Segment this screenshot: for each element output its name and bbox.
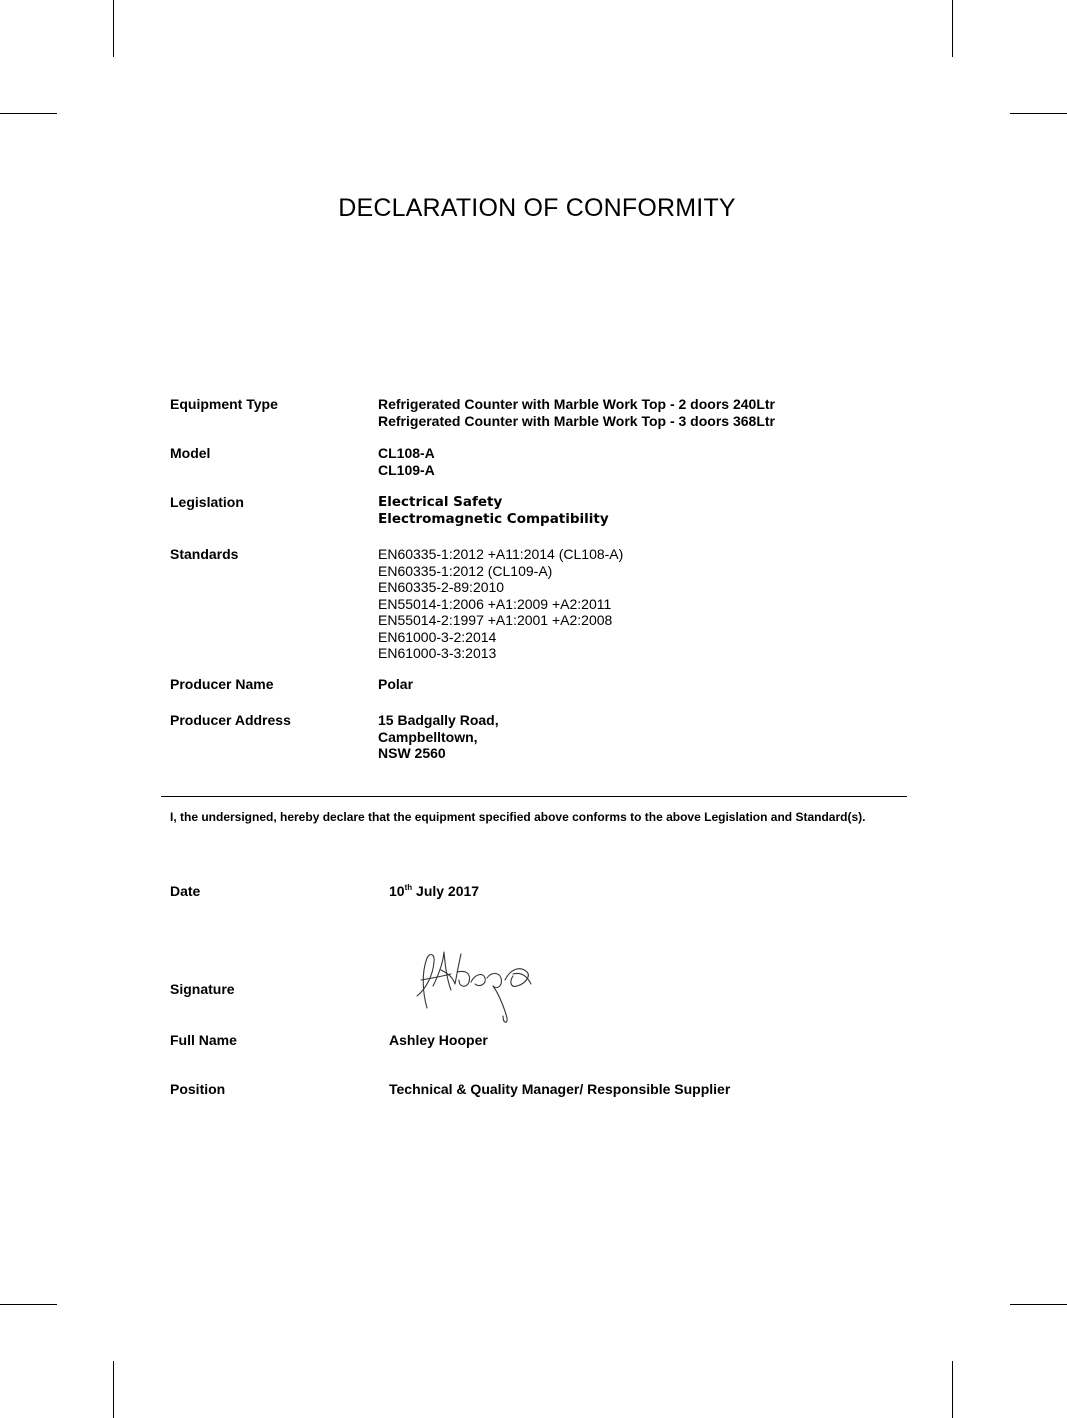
address-line: Campbelltown, [378, 728, 478, 745]
model-value [378, 445, 435, 478]
legislation-line: Electromagnetic Compatibility [378, 511, 609, 527]
legislation-line: Electrical Safety [378, 494, 503, 510]
legislation-label: Legislation [170, 494, 244, 510]
date-day: 10 [389, 883, 405, 899]
standard-line: EN60335-2-89:2010 [378, 579, 505, 595]
model-label: Model [170, 445, 211, 461]
equipment-type-value [378, 396, 775, 429]
crop-mark [0, 1304, 57, 1305]
producer-address-label: Producer Address [170, 712, 291, 728]
crop-mark [0, 113, 57, 114]
equipment-type-line: Refrigerated Counter with Marble Work Top - 2 doors 240Ltr [378, 396, 775, 412]
crop-mark [952, 1361, 953, 1418]
standards-value [378, 546, 623, 662]
model-line: CL109-A [378, 461, 435, 478]
address-line: NSW 2560 [378, 745, 446, 761]
standard-line: EN60335-1:2012 (CL109-A) [378, 562, 553, 579]
address-line: 15 Badgally Road, [378, 712, 499, 728]
standard-line: EN55014-2:1997 +A1:2001 +A2:2008 [378, 612, 613, 628]
equipment-type-line: Refrigerated Counter with Marble Work Top - 3 doors 368Ltr [378, 412, 775, 429]
crop-mark [952, 0, 953, 57]
signature-label: Signature [170, 981, 235, 997]
full-name-label: Full Name [170, 1032, 237, 1048]
declaration-statement: I, the undersigned, hereby declare that the equipment specified above conforms to the above Legislation and Standard(s). [170, 810, 866, 824]
standard-line: EN61000-3-2:2014 [378, 628, 497, 645]
date-rest: July 2017 [412, 883, 480, 899]
divider [161, 796, 907, 797]
crop-mark [113, 1361, 114, 1418]
legislation-value [378, 494, 609, 528]
producer-name-label: Producer Name [170, 676, 274, 692]
crop-mark [1010, 1304, 1067, 1305]
date-value [389, 883, 479, 900]
crop-mark [1010, 113, 1067, 114]
date-label: Date [170, 883, 201, 899]
crop-mark [113, 0, 114, 57]
model-line: CL108-A [378, 445, 435, 461]
full-name-value: Ashley Hooper [389, 1032, 488, 1048]
standards-label: Standards [170, 546, 239, 562]
date-suffix: th [404, 883, 413, 892]
standard-line: EN60335-1:2012 +A11:2014 (CL108-A) [378, 546, 624, 562]
equipment-type-label: Equipment Type [170, 396, 278, 412]
standard-line: EN55014-1:2006 +A1:2009 +A2:2011 [378, 595, 612, 612]
position-value: Technical & Quality Manager/ Responsible Supplier [389, 1081, 731, 1097]
document-title: DECLARATION OF CONFORMITY [338, 194, 736, 222]
producer-name-value: Polar [378, 676, 414, 692]
position-label: Position [170, 1081, 226, 1097]
signature-image [413, 944, 539, 1024]
producer-address-value [378, 712, 499, 762]
standard-line: EN61000-3-3:2013 [378, 645, 497, 661]
